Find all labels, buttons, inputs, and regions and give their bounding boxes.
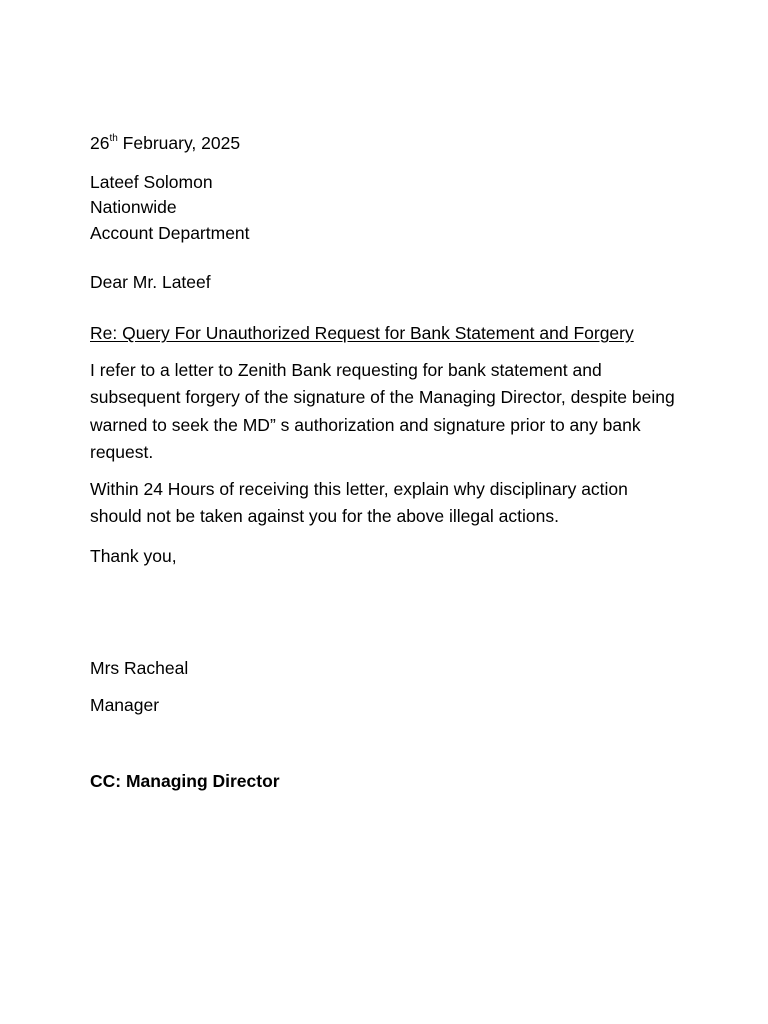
body-paragraph-2: Within 24 Hours of receiving this letter, explain why disciplinary action should not be taken against you for the above illegal actions. bbox=[90, 479, 628, 527]
recipient-department: Account Department bbox=[90, 223, 250, 243]
letter-date bbox=[90, 132, 240, 154]
body-paragraph-1: I refer to a letter to Zenith Bank requesting for bank statement and subsequent forgery of the signature of the Managing Director, despite being warned to seek the MD” s authorization and signature prior to any bank request. bbox=[90, 360, 675, 463]
salutation: Dear Mr. Lateef bbox=[90, 272, 211, 292]
closing: Thank you, bbox=[90, 546, 177, 566]
sender-title: Manager bbox=[90, 695, 160, 715]
sender-name: Mrs Racheal bbox=[90, 658, 189, 678]
cc-line: CC: Managing Director bbox=[90, 771, 280, 791]
recipient-name: Lateef Solomon bbox=[90, 172, 213, 192]
recipient-company: Nationwide bbox=[90, 197, 177, 217]
date-day: 26 bbox=[90, 133, 110, 153]
letter-subject: Re: Query For Unauthorized Request for Bank Statement and Forgery bbox=[90, 323, 634, 343]
date-ordinal: th bbox=[109, 133, 118, 145]
date-rest: February, 2025 bbox=[117, 133, 241, 153]
